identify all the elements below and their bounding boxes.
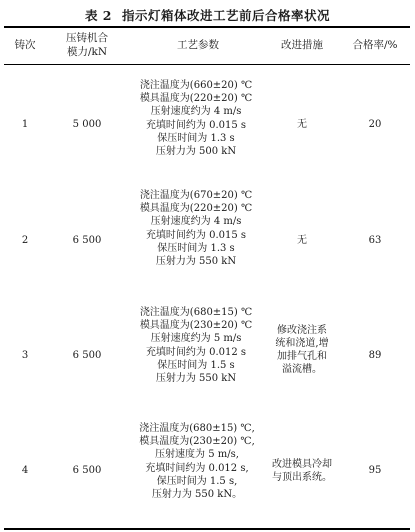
row2-params — [108, 189, 284, 268]
row3-param: 压射力为 550 kN — [155, 373, 237, 385]
row4-measure: 改进模具冷却 — [272, 459, 332, 470]
table-number: 表 2 — [84, 8, 113, 23]
header-rate: 合格率/% — [352, 39, 398, 51]
row4-param: 压射力为 550 kN。 — [151, 489, 243, 501]
bottom-rule — [4, 528, 410, 530]
row4-measures — [256, 458, 348, 484]
row2-force: 6 500 — [72, 235, 102, 246]
row3-param: 充填时间约为 0.012 s — [145, 346, 247, 358]
header-measures: 改进措施 — [281, 39, 323, 51]
header-casting: 铸次 — [14, 39, 36, 51]
row4-param: 压射速度为 5 m/s, — [155, 449, 239, 461]
row2-param: 模具温度为(220±20) ℃ — [139, 203, 253, 215]
row3-param: 压射速度约为 5 m/s — [150, 333, 242, 345]
row4-param: 充填时间约为 0.012 s, — [145, 462, 249, 474]
row3-measure: 加排气孔和 — [277, 351, 327, 362]
row2-casting: 2 — [21, 235, 29, 246]
table-title: 指示灯箱体改进工艺前后合格率状况 — [122, 8, 331, 23]
row1-param: 压射速度约为 4 m/s — [150, 106, 242, 118]
row4-param: 保压时间为 1.5 s, — [156, 475, 238, 487]
header-params: 工艺参数 — [177, 39, 219, 51]
row2-param: 浇注温度为(670±20) ℃ — [139, 190, 253, 201]
row2-param: 压射速度约为 4 m/s — [150, 216, 242, 228]
row3-rate: 89 — [368, 350, 382, 361]
top-rule — [4, 26, 410, 28]
row1-param: 模具温度为(220±20) ℃ — [139, 93, 253, 105]
header-rule — [4, 64, 410, 65]
row3-measures — [262, 324, 342, 376]
row4-casting: 4 — [21, 465, 29, 476]
row3-measure: 修改浇注系 — [277, 325, 327, 336]
row1-measures — [262, 118, 342, 131]
table-caption — [0, 6, 415, 24]
row1-param: 充填时间约为 0.015 s — [145, 119, 247, 131]
row3-measure: 统和浇道,增 — [275, 338, 329, 349]
row3-param: 保压时间为 1.5 s — [157, 359, 235, 371]
header-machine-force — [52, 31, 122, 59]
row2-rate: 63 — [368, 235, 382, 246]
header-machine-line-1: 压铸机合 — [66, 32, 108, 44]
row4-param: 模具温度为(230±20) ℃, — [139, 436, 255, 448]
row1-param: 浇注温度为(660±20) ℃ — [139, 80, 253, 91]
row3-params — [108, 306, 284, 385]
row2-measures — [262, 234, 342, 247]
row3-param: 浇注温度为(680±15) ℃ — [139, 307, 253, 318]
row2-param: 压射力为 550 kN — [155, 256, 237, 268]
row1-force: 5 000 — [72, 119, 102, 130]
row1-param: 压射力为 500 kN — [155, 146, 237, 158]
row2-measure: 无 — [297, 235, 307, 246]
row4-force: 6 500 — [72, 465, 102, 476]
row1-measure: 无 — [297, 119, 307, 130]
row1-casting: 1 — [21, 119, 29, 130]
row1-rate: 20 — [368, 119, 382, 130]
row4-param: 浇注温度为(680±15) ℃, — [139, 423, 255, 434]
row4-rate: 95 — [368, 465, 382, 476]
row3-measure: 溢流槽。 — [282, 364, 322, 375]
header-machine-line-2: 模力/kN — [66, 46, 108, 58]
row3-param: 模具温度为(230±20) ℃ — [139, 320, 253, 332]
row3-casting: 3 — [21, 350, 29, 361]
row1-params — [108, 79, 284, 158]
row4-measure: 与顶出系统。 — [272, 472, 332, 483]
row2-param: 保压时间为 1.3 s — [157, 242, 235, 254]
row3-force: 6 500 — [72, 350, 102, 361]
row1-param: 保压时间为 1.3 s — [157, 132, 235, 144]
row2-param: 充填时间约为 0.015 s — [145, 229, 247, 241]
